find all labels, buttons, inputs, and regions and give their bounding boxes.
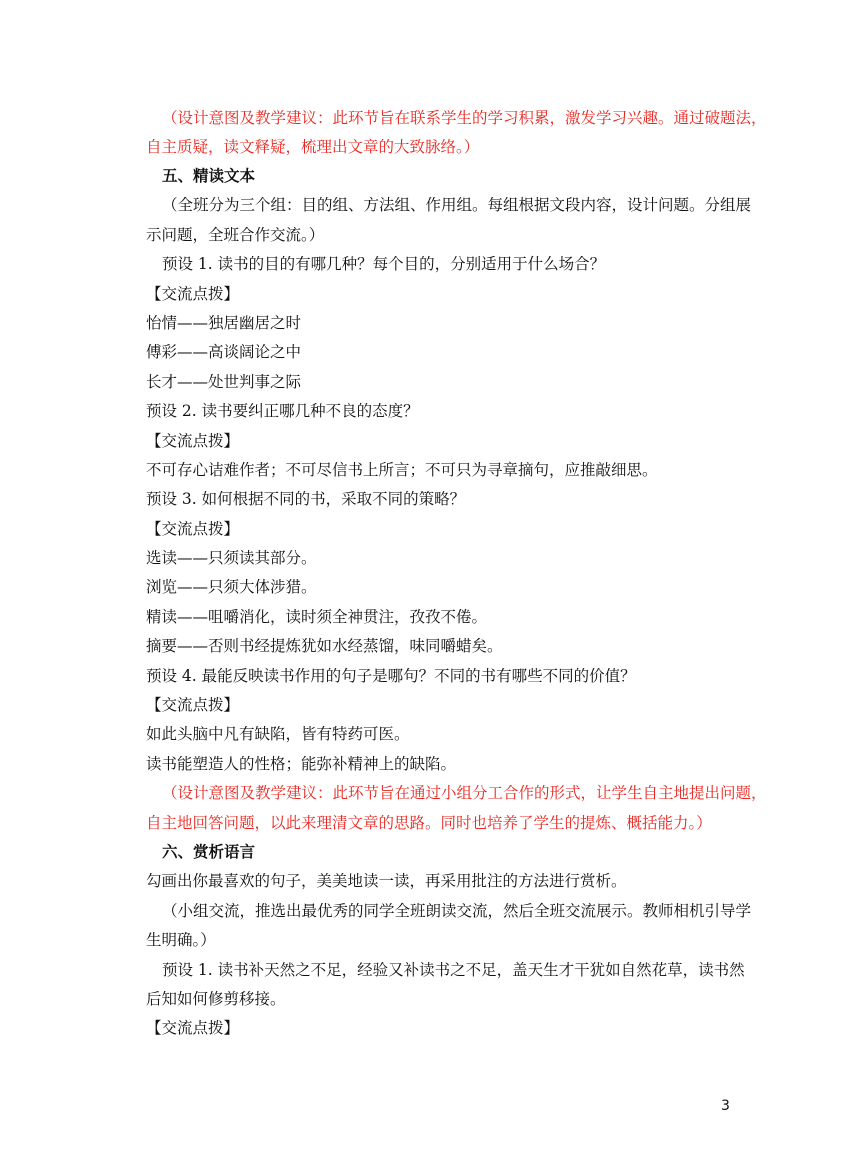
page-number: 3 xyxy=(721,1098,730,1114)
answer-line: 不可存心诘难作者；不可尽信书上所言；不可只为寻章摘句，应推敲细思。 xyxy=(146,461,658,479)
answer-line: 摘要——否则书经提炼犹如水经蒸馏，味同嚼蜡矣。 xyxy=(146,637,503,655)
preset-question-3: 预设 3. 如何根据不同的书，采取不同的策略？ xyxy=(146,490,466,508)
preset-question-2: 预设 2. 读书要纠正哪几种不良的态度？ xyxy=(146,402,419,420)
exchange-tip-label: 【交流点拨】 xyxy=(146,1019,240,1037)
design-note-2-line-2: 自主地回答问题，以此来理清文章的思路。同时也培养了学生的提炼、概括能力。） xyxy=(146,814,712,832)
paragraph-line: 后知如何修剪移接。 xyxy=(146,990,286,1008)
answer-line: 精读——咀嚼消化，读时须全神贯注，孜孜不倦。 xyxy=(146,608,488,626)
exchange-tip-label: 【交流点拨】 xyxy=(146,285,240,303)
exchange-tip-label: 【交流点拨】 xyxy=(146,520,240,538)
paragraph-line: 勾画出你最喜欢的句子，美美地读一读，再采用批注的方法进行赏析。 xyxy=(146,872,627,890)
preset-question-4: 预设 4. 最能反映读书作用的句子是哪句？不同的书有哪些不同的价值？ xyxy=(146,667,636,685)
answer-line: 怡情——独居幽居之时 xyxy=(146,314,302,332)
answer-line: 如此头脑中凡有缺陷，皆有特药可医。 xyxy=(146,725,410,743)
preset-question-1: 预设 1. 读书的目的有哪几种？每个目的，分别适用于什么场合？ xyxy=(162,255,606,273)
section-heading-6: 六、赏析语言 xyxy=(162,842,256,861)
section-heading-5: 五、精读文本 xyxy=(162,166,256,185)
design-note-1-line-2: 自主质疑，读文释疑，梳理出文章的大致脉络。） xyxy=(146,138,480,156)
design-note-1-line-1: （设计意图及教学建议：此环节旨在联系学生的学习积累，激发学习兴趣。通过破题法， xyxy=(162,109,767,127)
preset-question-1b: 预设 1. 读书补天然之不足，经验又补读书之不足，盖天生才干犹如自然花草，读书然 xyxy=(162,961,745,979)
exchange-tip-label: 【交流点拨】 xyxy=(146,432,240,450)
exchange-tip-label: 【交流点拨】 xyxy=(146,696,240,714)
paragraph-line: 示问题，全班合作交流。） xyxy=(146,226,325,244)
paragraph-line: （全班分为三个组：目的组、方法组、作用组。每组根据文段内容，设计问题。分组展 xyxy=(162,196,752,214)
design-note-2-line-1: （设计意图及教学建议：此环节旨在通过小组分工合作的形式，让学生自主地提出问题， xyxy=(162,784,767,802)
answer-line: 长才——处世判事之际 xyxy=(146,373,302,391)
answer-line: 读书能塑造人的性格；能弥补精神上的缺陷。 xyxy=(146,755,457,773)
answer-line: 傅彩——高谈阔论之中 xyxy=(146,343,302,361)
paragraph-line: （小组交流，推选出最优秀的同学全班朗读交流，然后全班交流展示。教师相机引导学 xyxy=(162,902,752,920)
paragraph-line: 生明确。） xyxy=(146,931,216,949)
answer-line: 浏览——只须大体涉猎。 xyxy=(146,578,317,596)
answer-line: 选读——只须读其部分。 xyxy=(146,549,317,567)
